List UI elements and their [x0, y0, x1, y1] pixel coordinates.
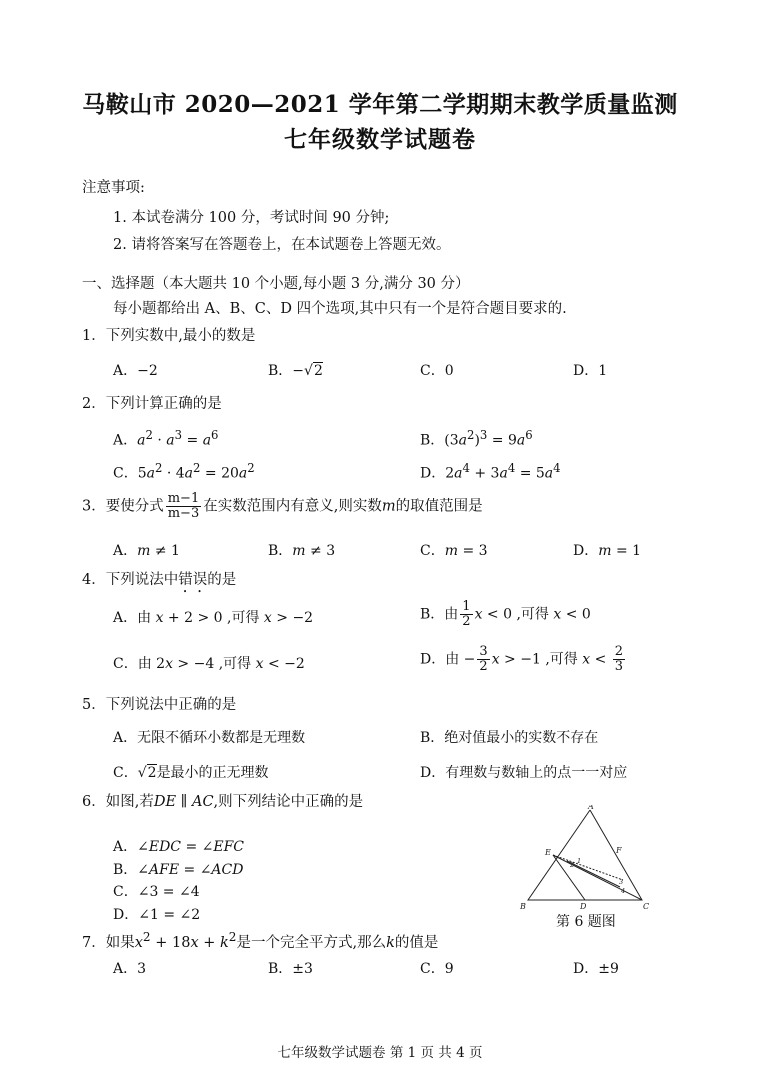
question-6 — [82, 790, 363, 811]
q5-option-c — [113, 762, 269, 782]
question-number: 3． — [82, 498, 106, 515]
q4-option-d: D．由 − $\frac{3}{2}$ x > −1 ,可得 x < $\frac{2}{3}$ — [420, 644, 624, 674]
variable: k — [386, 934, 395, 951]
option-label: B． — [268, 363, 293, 379]
question-number: 4． — [82, 572, 106, 588]
fraction — [166, 492, 202, 521]
notice-item-2: 2. 请将答案写在答题卷上，在本试题卷上答题无效。 — [113, 237, 451, 253]
question-text-post: 是一个完全平方式,那么 — [236, 934, 387, 951]
option-text: ∠EDC = ∠EFC — [137, 839, 245, 855]
q1-option-d: D．1 — [573, 363, 608, 379]
section-intro: 每小题都给出 A、B、C、D 四个选项,其中只有一个是符合题目要求的. — [113, 301, 567, 317]
question-text-post2: 的取值范围是 — [395, 498, 483, 515]
q2-option-c: C．$5a^2 \cdot 4a^2 = 20a^2$ — [113, 461, 255, 482]
fraction-denominator: m−3 — [167, 506, 200, 521]
label-2: 2 — [570, 861, 575, 869]
sqrt-sign: √ — [304, 363, 313, 379]
question-number: 5． — [82, 697, 106, 713]
q1-option-a: A．−2 — [113, 363, 158, 379]
q3-option-b: B．m ≠ 3 — [268, 543, 336, 559]
question-text: 下列计算正确的是 — [105, 396, 222, 412]
question-3 — [82, 492, 483, 521]
question-number: 2． — [82, 396, 106, 412]
question-7 — [82, 930, 438, 952]
segment-ef — [553, 855, 623, 880]
notice-heading: 注意事项: — [82, 180, 145, 196]
label-a: A — [588, 805, 594, 811]
segment-inner — [567, 861, 620, 887]
q6-option-b: B．∠AFE = ∠ACD — [113, 862, 244, 878]
q7-option-c: C．9 — [420, 961, 454, 977]
figure-caption: 第 6 题图 — [556, 914, 616, 930]
question-number: 6． — [82, 794, 106, 810]
q4-option-a: A．由 x + 2 > 0 ,可得 x > −2 — [113, 610, 314, 626]
question-text-post2: 的值是 — [394, 934, 439, 951]
label-e: E — [545, 848, 551, 857]
q6-triangle-figure — [515, 805, 655, 913]
question-1 — [82, 324, 255, 345]
q3-option-d: D．m = 1 — [573, 543, 642, 559]
question-text-pre: 要使分式 — [105, 498, 164, 515]
fraction-numerator: m−1 — [167, 491, 200, 506]
option-text: ∠3 = ∠4 — [137, 884, 200, 900]
q2-option-a: A．$a^2 \cdot a^3 = a^6$ — [113, 428, 219, 449]
parallel-relation: DE ∥ AC — [153, 794, 214, 810]
question-text-post: 在实数范围内有意义,则实数 — [203, 498, 382, 515]
label-b: B — [520, 902, 526, 911]
q6-option-a: A．∠EDC = ∠EFC — [113, 839, 245, 855]
question-text-pre: 如果 — [105, 934, 135, 951]
q6-option-c: C．∠3 = ∠4 — [113, 884, 200, 900]
q1-option-b — [268, 360, 323, 380]
q5-option-a: A．无限不循环小数都是无理数 — [113, 730, 306, 746]
label-3: 3 — [619, 878, 624, 886]
question-text-post: 的是 — [207, 572, 237, 588]
q5-option-d: D．有理数与数轴上的点一一对应 — [420, 765, 628, 781]
variable: m — [381, 498, 396, 515]
label-1: 1 — [577, 857, 582, 865]
q6-option-d: D．∠1 = ∠2 — [113, 907, 201, 923]
exam-title-line1: 马鞍山市 2020—2021 学年第二学期期末教学质量监测 — [82, 91, 678, 118]
radicand: 2 — [147, 765, 157, 781]
q4-option-c: C．由 2x > −4 ,可得 x < −2 — [113, 656, 305, 672]
page-footer: 七年级数学试题卷 第 1 页 共 4 页 — [277, 1045, 483, 1061]
question-5 — [82, 693, 236, 714]
q5-option-b: B．绝对值最小的实数不存在 — [420, 730, 599, 746]
radicand: 2 — [313, 363, 323, 379]
question-text: 下列实数中,最小的数是 — [105, 328, 256, 344]
q7-option-d: D．±9 — [573, 961, 619, 977]
option-label: C． — [113, 765, 138, 781]
option-text: ∠1 = ∠2 — [138, 907, 201, 923]
question-text-pre: 下列说法中 — [105, 572, 179, 588]
question-number: 7． — [82, 934, 106, 951]
q1-option-c: C．0 — [420, 363, 454, 379]
minus-sign: − — [292, 363, 305, 379]
emphasis-word: 错误 — [178, 572, 208, 588]
question-text-pre: 如图,若 — [105, 794, 154, 810]
notice-item-1: 1. 本试卷满分 100 分，考试时间 90 分钟; — [113, 210, 390, 226]
question-2 — [82, 392, 222, 413]
question-text: 下列说法中正确的是 — [105, 697, 237, 713]
label-4: 4 — [621, 887, 626, 895]
label-d: D — [580, 902, 587, 911]
sqrt-sign: √ — [137, 765, 147, 781]
option-text: ∠AFE = ∠ACD — [137, 862, 244, 878]
q3-option-a: A．m ≠ 1 — [113, 543, 180, 559]
q2-option-b: B．$(3a^2)^3 = 9a^6$ — [420, 428, 533, 449]
q7-option-a: A．3 — [113, 961, 147, 977]
label-c: C — [643, 902, 650, 911]
question-number: 1． — [82, 328, 106, 344]
exam-title-line2: 七年级数学试题卷 — [284, 126, 476, 153]
question-4 — [82, 568, 236, 596]
q2-option-d: D．$2a^4 + 3a^4 = 5a^4$ — [420, 461, 561, 482]
label-f: F — [616, 846, 622, 855]
question-text-post: ,则下列结论中正确的是 — [213, 794, 364, 810]
option-text: 是最小的正无理数 — [156, 765, 269, 781]
q3-option-c: C．m = 3 — [420, 543, 488, 559]
q7-option-b: B．±3 — [268, 961, 313, 977]
section-heading: 一、选择题（本大题共 10 个小题,每小题 3 分,满分 30 分） — [82, 276, 470, 292]
math-expression: $x^2 + 18x + k^2$ — [134, 930, 237, 951]
q4-option-b: B．由 $\frac{1}{2}$ x < 0 ,可得 x < 0 — [420, 599, 591, 629]
